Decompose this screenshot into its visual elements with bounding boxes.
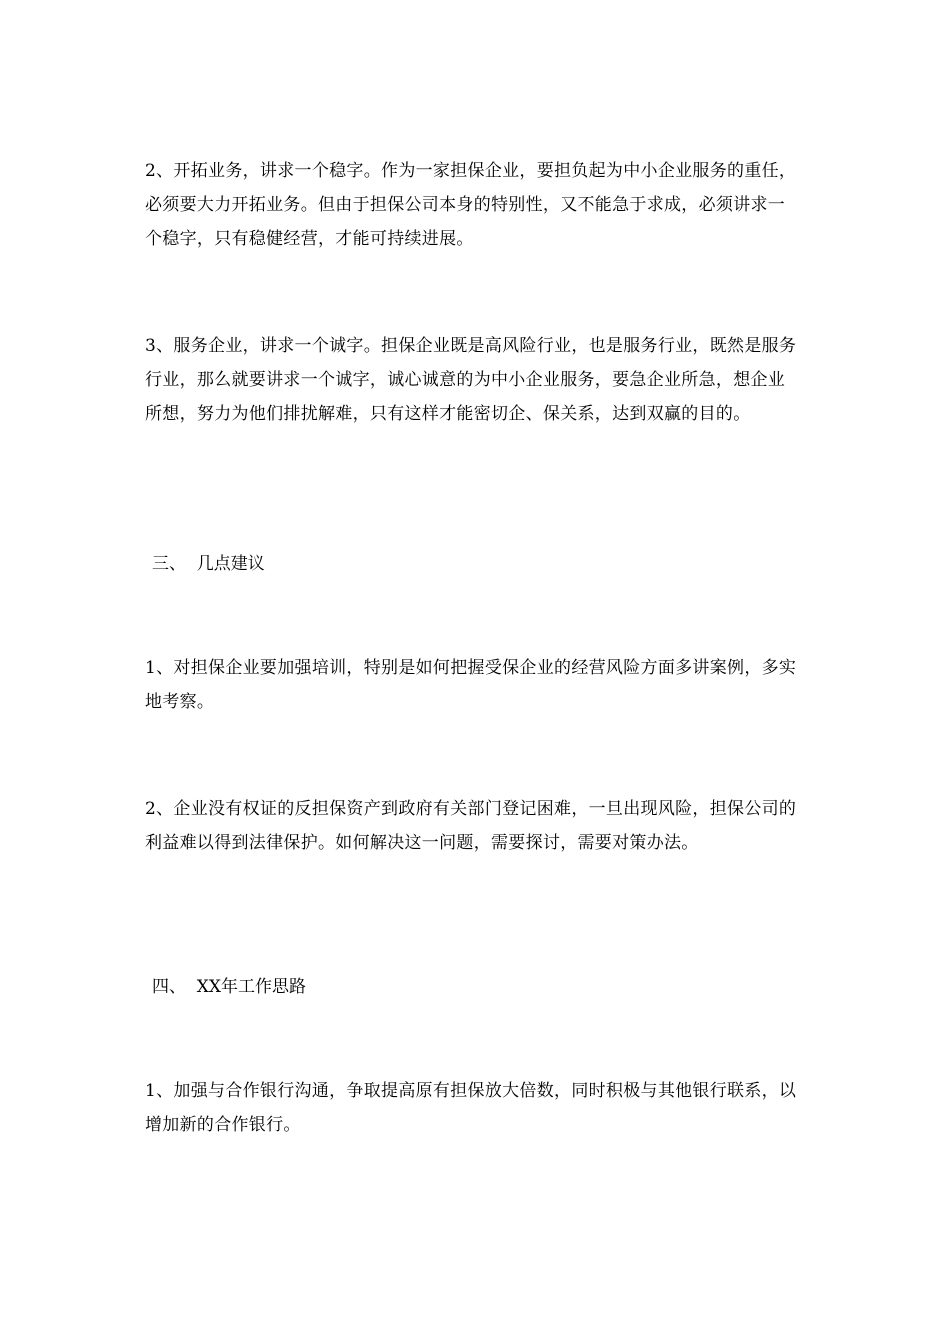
paragraph-suggestion-counter-guarantee: 2、企业没有权证的反担保资产到政府有关部门登记困难，一旦出现风险，担保公司的利益难以得到法律保护。如何解决这一问题，需要探讨，需要对策办法。 <box>145 799 797 853</box>
paragraph-serve-enterprise: 3、服务企业，讲求一个诚字。担保企业既是高风险行业，也是服务行业，既然是服务行业，那么就要讲求一个诚字，诚心诚意的为中小企业服务，要急企业所急，想企业所想，努力为他们排扰解难，只有这样才能密切企、保关系，达到双赢的目的。 <box>145 336 797 424</box>
paragraph-work-bank-cooperation: 1、加强与合作银行沟通，争取提高原有担保放大倍数，同时积极与其他银行联系，以增加新的合作银行。 <box>145 1081 797 1135</box>
paragraph-suggestion-training: 1、对担保企业要加强培训，特别是如何把握受保企业的经营风险方面多讲案例，多实地考察。 <box>145 658 797 712</box>
paragraph-expand-business: 2、开拓业务，讲求一个稳字。作为一家担保企业，要担负起为中小企业服务的重任，必须要大力开拓业务。但由于担保公司本身的特别性，又不能急于求成，必须讲求一个稳字，只有稳健经营，才能可持续进展。 <box>145 161 797 249</box>
section-heading-work-plan: 四、 XX年工作思路 <box>152 977 307 997</box>
section-heading-suggestions: 三、 几点建议 <box>152 554 265 574</box>
